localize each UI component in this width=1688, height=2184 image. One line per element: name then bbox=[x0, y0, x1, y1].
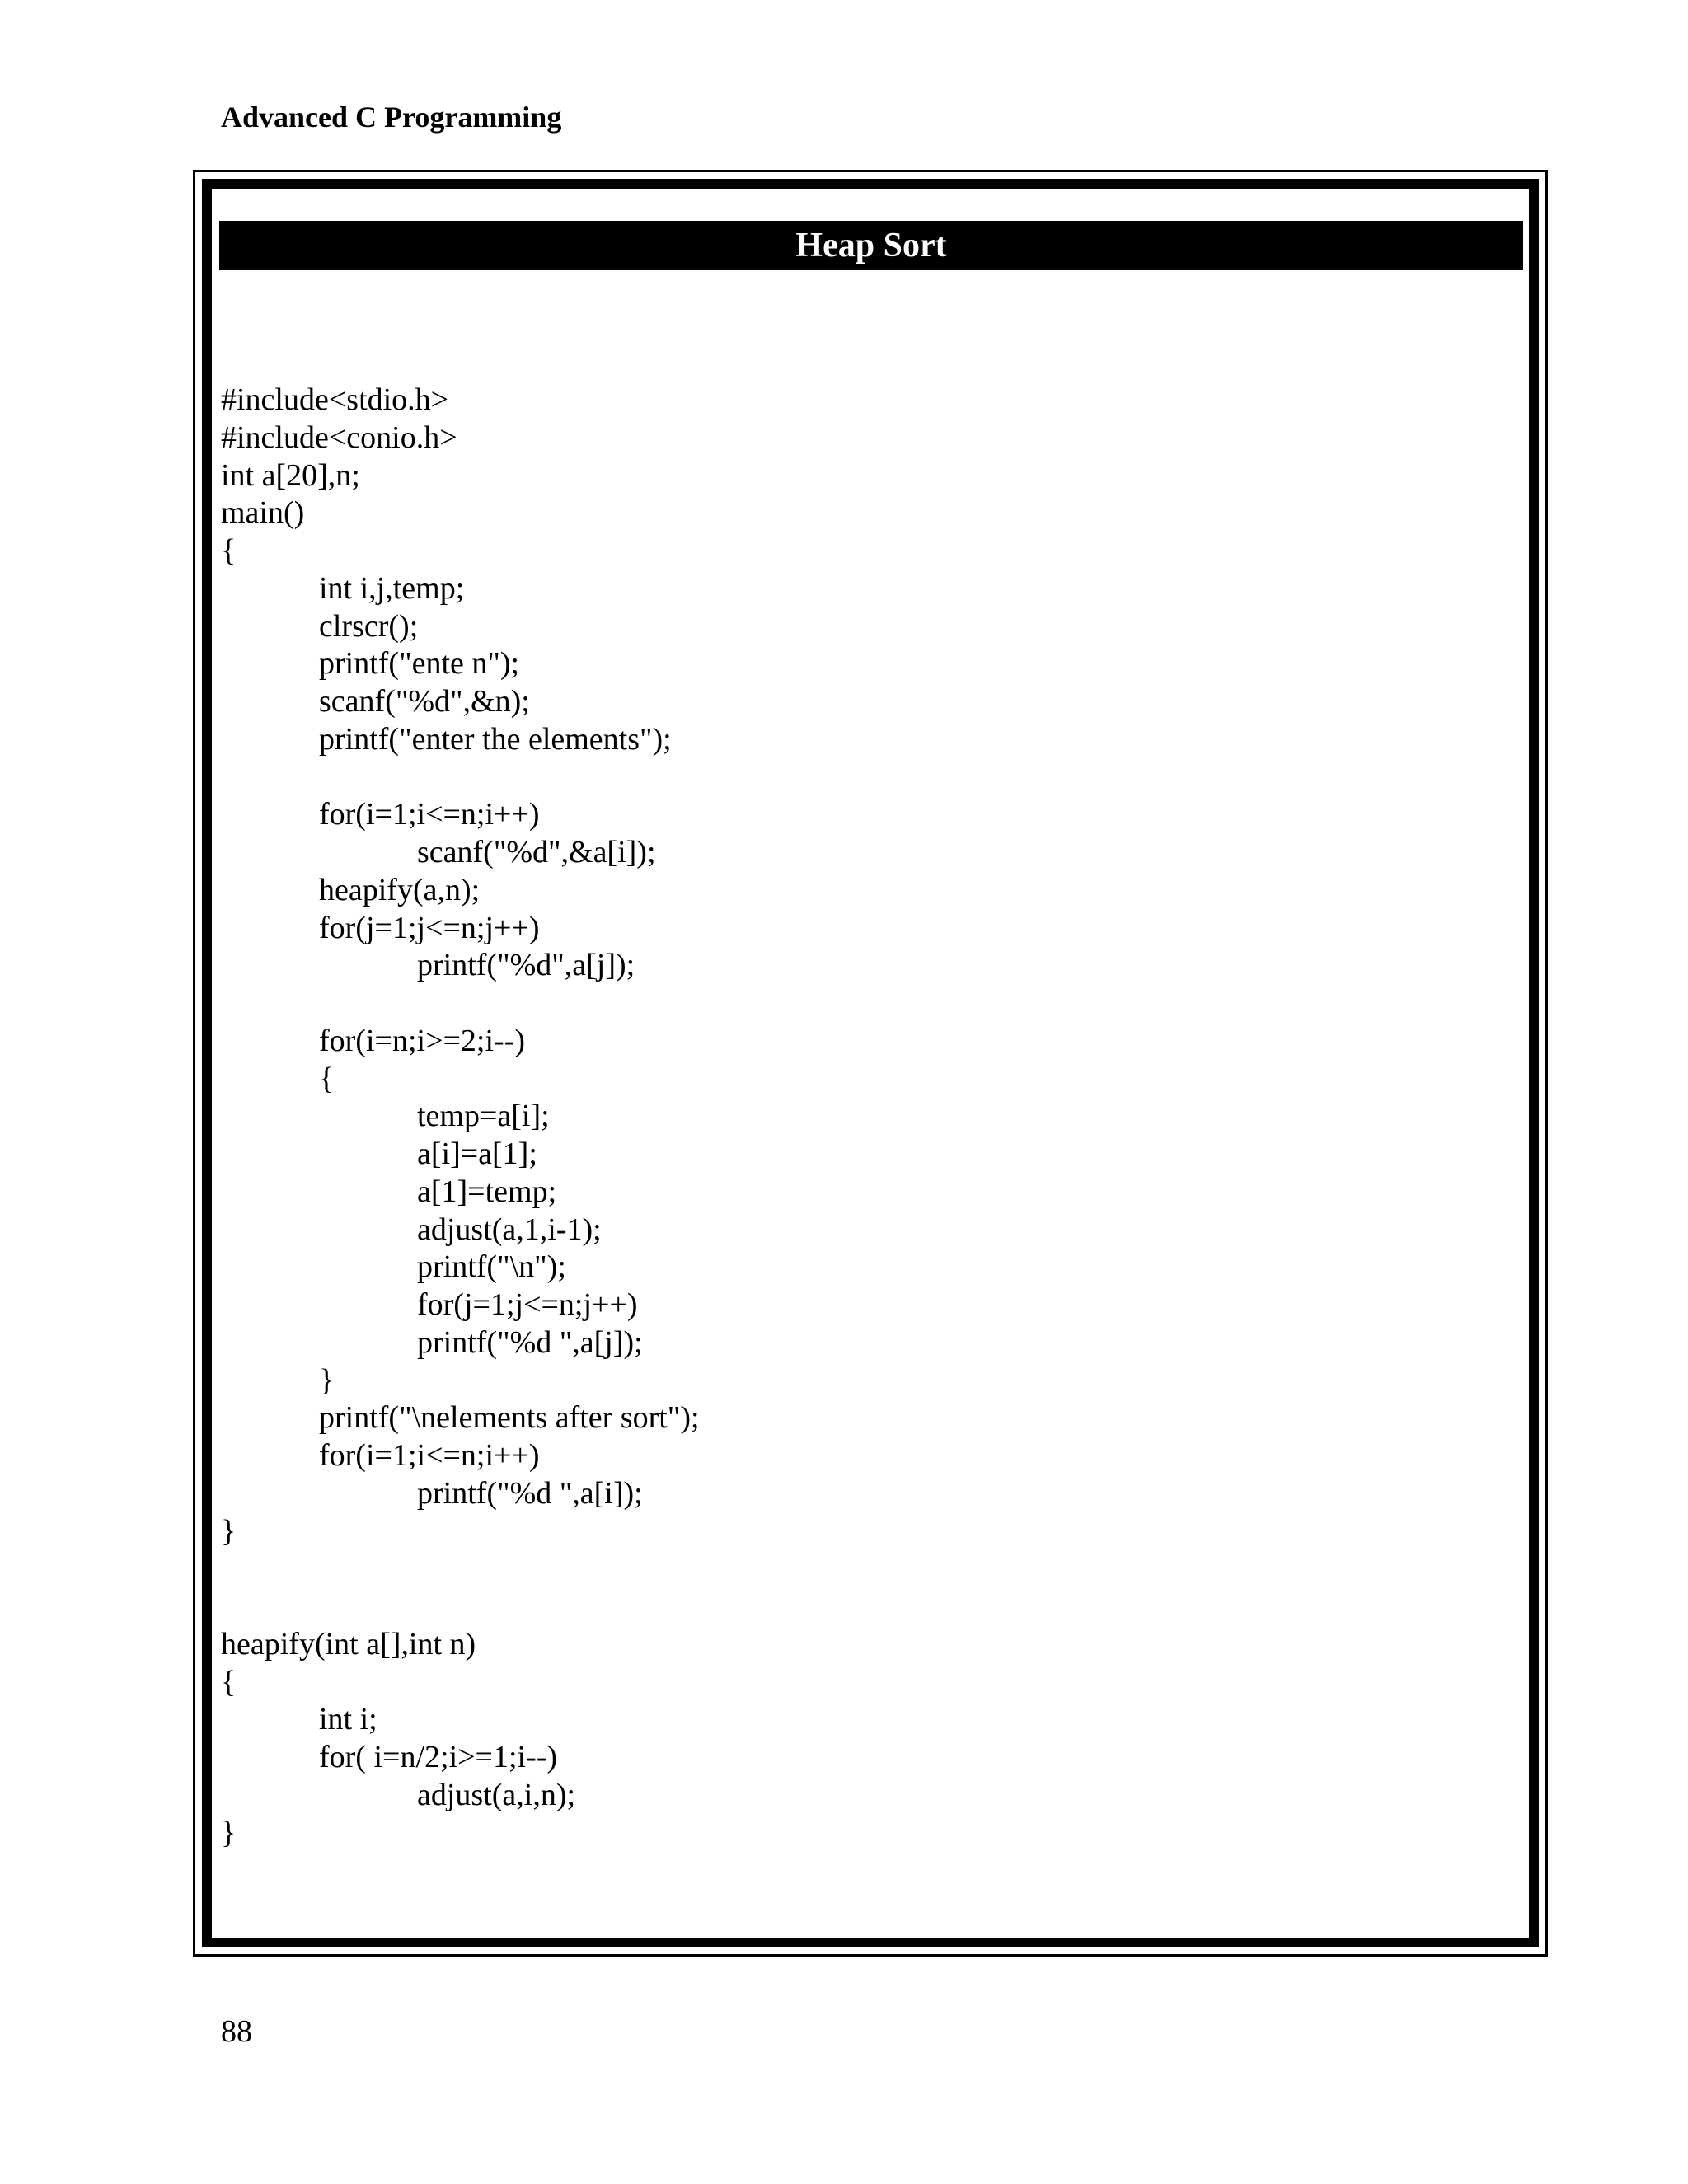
page-number: 88 bbox=[221, 2014, 252, 2049]
section-title: Heap Sort bbox=[219, 221, 1523, 270]
code-line: temp=a[i]; bbox=[417, 1099, 550, 1134]
code-line: } bbox=[319, 1362, 335, 1398]
code-listing bbox=[221, 382, 700, 1852]
code-line: { bbox=[221, 533, 237, 568]
code-line: #include<stdio.h> bbox=[221, 382, 449, 417]
running-header: Advanced C Programming bbox=[221, 101, 562, 134]
code-line: a[i]=a[1]; bbox=[417, 1137, 537, 1171]
code-line: main() bbox=[221, 495, 305, 531]
code-line: { bbox=[319, 1061, 335, 1096]
code-line: scanf("%d",&a[i]); bbox=[417, 835, 656, 869]
code-line: { bbox=[221, 1664, 237, 1699]
code-line: for(i=n;i>=2;i--) bbox=[319, 1023, 526, 1058]
code-line: printf("enter the elements"); bbox=[319, 721, 672, 757]
code-line: adjust(a,1,i-1); bbox=[417, 1212, 602, 1247]
code-line: printf("%d ",a[i]); bbox=[417, 1475, 643, 1511]
code-line: scanf("%d",&n); bbox=[319, 684, 530, 719]
code-line: int i; bbox=[319, 1702, 377, 1737]
code-line: heapify(a,n); bbox=[319, 872, 481, 907]
code-line: #include<conio.h> bbox=[221, 419, 457, 455]
code-line: adjust(a,i,n); bbox=[417, 1777, 576, 1812]
code-line: clrscr(); bbox=[319, 608, 419, 644]
code-line: heapify(int a[],int n) bbox=[221, 1626, 476, 1661]
code-line: printf("\nelements after sort"); bbox=[319, 1400, 700, 1436]
code-line: printf("ente n"); bbox=[319, 646, 520, 682]
code-line: for(i=1;i<=n;i++) bbox=[319, 797, 540, 832]
code-line: for(j=1;j<=n;j++) bbox=[417, 1287, 638, 1322]
code-line: a[1]=temp; bbox=[417, 1174, 557, 1209]
code-line bbox=[221, 1588, 700, 1626]
code-line: printf("%d ",a[j]); bbox=[417, 1324, 643, 1360]
code-line: } bbox=[221, 1513, 237, 1549]
code-line: for( i=n/2;i>=1;i--) bbox=[319, 1740, 558, 1774]
code-line bbox=[221, 759, 700, 797]
code-line: printf("%d",a[j]); bbox=[417, 948, 635, 983]
code-line: printf("\n"); bbox=[417, 1249, 566, 1285]
code-line: for(i=1;i<=n;i++) bbox=[319, 1438, 540, 1473]
code-line: } bbox=[221, 1815, 237, 1850]
code-line: int a[20],n; bbox=[221, 457, 360, 493]
code-line: for(j=1;j<=n;j++) bbox=[319, 910, 540, 945]
code-line bbox=[221, 985, 700, 1023]
code-line bbox=[221, 1550, 700, 1588]
code-line: int i,j,temp; bbox=[319, 570, 465, 606]
